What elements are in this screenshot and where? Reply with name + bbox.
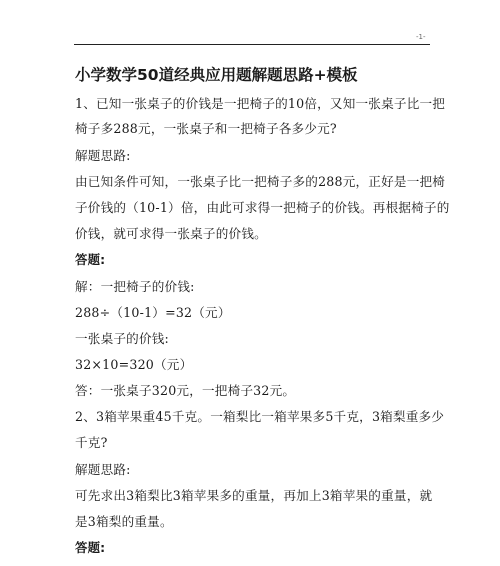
document-title: 小学数学50道经典应用题解题思路+模板 bbox=[75, 66, 358, 84]
problem-2-line-2: 千克? bbox=[75, 435, 108, 450]
answer-line-5: 答：一张桌子320元，一把椅子32元。 bbox=[75, 383, 296, 398]
solution-idea-2-line-2: 是3箱梨的重量。 bbox=[75, 514, 173, 529]
answer-line-1: 解：一把椅子的价钱: bbox=[75, 279, 195, 294]
problem-2-line-1: 2、3箱苹果重45千克。一箱梨比一箱苹果多5千克，3箱梨重多少 bbox=[75, 409, 445, 424]
problem-1-line-2: 椅子多288元，一张桌子和一把椅子各多少元? bbox=[75, 121, 337, 136]
solution-idea-line-3: 价钱，就可求得一张桌子的价钱。 bbox=[75, 226, 267, 241]
solution-idea-heading: 解题思路: bbox=[75, 148, 131, 163]
page-number: -1- bbox=[416, 33, 426, 41]
solution-idea-line-2: 子价钱的（10-1）倍，由此可求得一把椅子的价钱。再根据椅子的 bbox=[75, 200, 450, 215]
solution-idea-heading-2: 解题思路: bbox=[75, 462, 131, 477]
answer-heading: 答题: bbox=[75, 252, 106, 267]
answer-line-2: 288÷（10-1）=32（元） bbox=[75, 305, 231, 320]
answer-line-3: 一张桌子的价钱: bbox=[75, 331, 169, 346]
answer-heading-2: 答题: bbox=[75, 540, 106, 555]
solution-idea-2-line-1: 可先求出3箱梨比3箱苹果多的重量，再加上3箱苹果的重量，就 bbox=[75, 488, 433, 503]
problem-1-line-1: 1、已知一张桌子的价钱是一把椅子的10倍，又知一张桌子比一把 bbox=[75, 96, 446, 111]
solution-idea-line-1: 由已知条件可知，一张桌子比一把椅子多的288元，正好是一把椅 bbox=[75, 174, 446, 189]
answer-line-4: 32×10=320（元） bbox=[75, 357, 193, 372]
header-rule bbox=[74, 44, 430, 45]
